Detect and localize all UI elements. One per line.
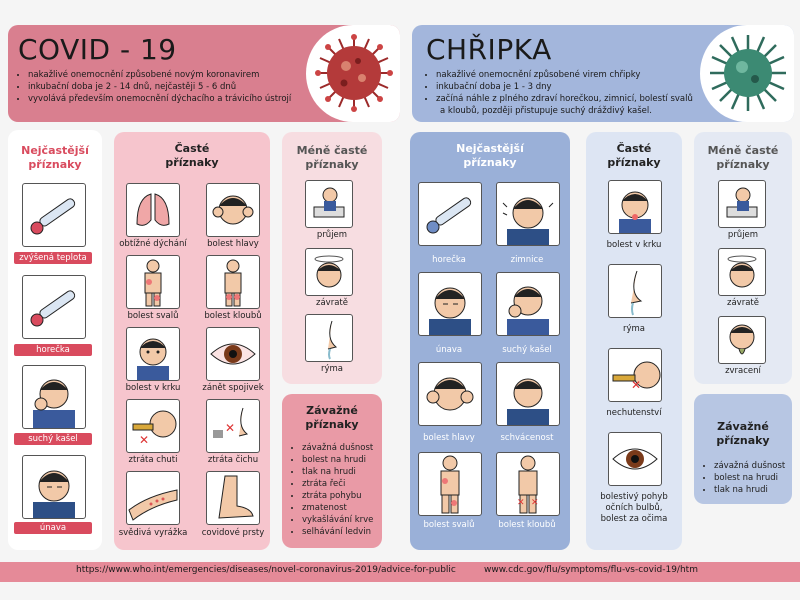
symptom-label: zvýšená teplota: [14, 252, 92, 264]
fatigue-icon: [419, 273, 481, 335]
symptom-label: závratě: [727, 298, 759, 308]
symptom-card: [608, 348, 662, 402]
covid-info-item: • inkubační doba je 2 - 14 dnů, nejčastěji 5 - 6 dnů: [28, 81, 291, 93]
svg-text:✕: ✕: [531, 498, 539, 508]
column-title-line: příznaky: [716, 158, 770, 171]
symptom-label: průjem: [316, 230, 348, 240]
cough-card: [22, 365, 86, 429]
symptom-label: bolest svalů: [423, 520, 475, 530]
serious-symptom-item: • bolest na hrudi: [302, 454, 373, 466]
symptom-card: [206, 327, 260, 381]
loss-of-smell-icon: [207, 400, 259, 452]
column-title-line: Časté: [616, 142, 652, 155]
symptom-card: [718, 180, 766, 228]
symptom-label: bolest kloubů: [204, 311, 262, 321]
loss-of-appetite-icon: [609, 349, 661, 401]
symptom-card: [718, 248, 766, 296]
covid-less-common-title: [282, 144, 382, 172]
chills-icon: [497, 183, 559, 245]
thermometer-card: [22, 183, 86, 247]
svg-text:✕: ✕: [517, 498, 525, 508]
column-title-line: Méně časté: [296, 144, 368, 157]
serious-symptom-item: • tlak na hrudi: [302, 466, 373, 478]
flu-info-item: • inkubační doba je 1 - 3 dny: [436, 81, 693, 93]
symptom-card: [126, 255, 180, 309]
symptom-label: bolest v krku: [125, 383, 181, 393]
symptom-label: svědivá vyrážka: [118, 528, 188, 538]
flu-info-item: a kloubů, později přistupuje suchý dráždivý kašel.: [440, 106, 652, 116]
symptom-label: ztráta chuti: [128, 455, 178, 465]
column-title-line: příznaky: [165, 156, 219, 169]
runny-nose-icon: [306, 315, 352, 361]
thermometer-icon: [419, 183, 481, 245]
runny-nose-icon: [609, 265, 661, 317]
serious-symptom-item: • selhávání ledvin: [302, 526, 373, 538]
symptom-label: ztráta čichu: [207, 455, 259, 465]
symptom-label: průjem: [727, 230, 759, 240]
covid-info-item: • nakažlivé onemocnění způsobené novým koronavirem: [28, 69, 291, 81]
svg-text:✕: ✕: [225, 421, 236, 435]
dizziness-icon: [306, 249, 352, 295]
symptom-label: bolest hlavy: [423, 433, 475, 443]
column-title-line: příznaky: [463, 156, 517, 169]
toilet-icon: [306, 181, 352, 227]
symptom-card: [126, 399, 180, 453]
covid-serious-column: [282, 394, 382, 548]
symptom-card: [418, 272, 482, 336]
symptom-label: covidové prsty: [201, 528, 265, 538]
svg-text:✕: ✕: [631, 378, 642, 392]
symptom-card: [305, 180, 353, 228]
column-title-line: Méně časté: [707, 144, 779, 157]
who-link[interactable]: https://www.who.int/emergencies/diseases/novel-coronavirus-2019/advice-for-public: [76, 565, 456, 575]
symptom-card: [126, 183, 180, 237]
tired-person-icon: [23, 456, 85, 518]
symptom-card: [418, 452, 482, 516]
headache-icon: [207, 184, 259, 236]
column-title-line: Nejčastější: [456, 142, 524, 155]
symptom-label: rýma: [320, 364, 343, 374]
thermometer-icon: [23, 184, 85, 246]
sore-throat-icon: [609, 181, 661, 233]
thermometer-icon: [23, 276, 85, 338]
symptom-card: [206, 183, 260, 237]
eye-pain-icon: [609, 433, 661, 485]
covid-common-title: [114, 142, 270, 170]
thermometer-card: [22, 275, 86, 339]
vomiting-icon: [719, 317, 765, 363]
lungs-icon: [127, 184, 179, 236]
symptom-label: horečka: [14, 344, 92, 356]
flu-header: [412, 25, 794, 122]
symptom-label: únava: [14, 522, 92, 534]
symptom-label: suchý kašel: [14, 433, 92, 445]
muscle-pain-icon: [127, 256, 179, 308]
covid-header: [8, 25, 400, 122]
serious-symptom-item: • tlak na hrudi: [714, 484, 785, 496]
covid-title: COVID - 19: [18, 33, 177, 66]
symptom-card: [418, 182, 482, 246]
symptom-card: [206, 255, 260, 309]
covid-most-common-title: [8, 144, 102, 172]
flu-serious-list: [702, 460, 785, 496]
covid-info-item: • vyvolává především onemocnění dýchacího a trávicího ústrojí: [28, 93, 291, 105]
serious-symptom-item: • zmatenost: [302, 502, 373, 514]
serious-symptom-item: • závažná dušnost: [714, 460, 785, 472]
symptom-card: [718, 316, 766, 364]
symptom-card: [496, 362, 560, 426]
column-title-line: příznaky: [607, 156, 661, 169]
headache-icon: [419, 363, 481, 425]
symptom-label: zvracení: [725, 366, 761, 376]
symptom-label: bolest v krku: [606, 240, 662, 250]
column-title-line: příznaky: [28, 158, 82, 171]
coughing-person-icon: [23, 366, 85, 428]
flu-info-item: • začíná náhle z plného zdraví horečkou, zimnicí, bolestí svalů: [436, 93, 693, 105]
column-title-line: Nejčastější: [21, 144, 89, 157]
symptom-card: [496, 272, 560, 336]
flu-common-title: [586, 142, 682, 170]
symptom-card: [305, 248, 353, 296]
red-eye-icon: [207, 328, 259, 380]
symptom-card: [305, 314, 353, 362]
symptom-label-line: bolest za očima: [600, 514, 668, 524]
symptom-label: rýma: [622, 324, 645, 334]
toilet-icon: [719, 181, 765, 227]
flu-info-list: [424, 69, 693, 117]
symptom-label-line: bolestivý pohyb: [600, 492, 668, 502]
symptom-label: suchý kašel: [502, 345, 552, 355]
flu-most-common-title: [410, 142, 570, 170]
symptom-card: [608, 264, 662, 318]
flu-serious-title: [694, 420, 792, 448]
dizziness-icon: [719, 249, 765, 295]
sore-throat-icon: [127, 328, 179, 380]
influenza-virus-icon: [708, 33, 788, 113]
symptom-card: [496, 182, 560, 246]
symptom-card: [126, 327, 180, 381]
symptom-label: bolest kloubů: [498, 520, 556, 530]
column-title-line: Závažné: [717, 420, 769, 433]
symptom-card: [126, 471, 180, 525]
symptom-card: [608, 180, 662, 234]
symptom-label: nechutenství: [606, 408, 662, 418]
flu-info-item: • nakažlivé onemocnění způsobené virem chřipky: [436, 69, 693, 81]
serious-symptom-item: • vykašlávání krve: [302, 514, 373, 526]
serious-symptom-item: • ztráta pohybu: [302, 490, 373, 502]
symptom-card: [418, 362, 482, 426]
serious-symptom-item: • bolest na hrudi: [714, 472, 785, 484]
symptom-label: únava: [435, 345, 463, 355]
symptom-card: [496, 452, 560, 516]
flu-serious-column: [694, 394, 792, 504]
symptom-label: bolest svalů: [127, 311, 179, 321]
covid-serious-list: [290, 442, 373, 538]
covid-serious-title: [282, 404, 382, 432]
serious-symptom-item: • závažná dušnost: [302, 442, 373, 454]
column-title-line: Časté: [174, 142, 210, 155]
column-title-line: příznaky: [305, 158, 359, 171]
itchy-rash-icon: [127, 472, 179, 524]
serious-symptom-item: • ztráta řeči: [302, 478, 373, 490]
loss-of-taste-icon: [127, 400, 179, 452]
symptom-card: [206, 471, 260, 525]
muscle-pain-icon: [419, 453, 481, 515]
flu-less-common-title: [694, 144, 792, 172]
joint-pain-icon: [207, 256, 259, 308]
column-title-line: příznaky: [716, 434, 770, 447]
dry-cough-icon: [497, 273, 559, 335]
symptom-label: obtížné dýchání: [119, 239, 187, 249]
fatigue-card: [22, 455, 86, 519]
symptom-label: zánět spojivek: [202, 383, 264, 393]
covid-toes-icon: [207, 472, 259, 524]
flu-title: CHŘIPKA: [426, 33, 552, 66]
symptom-card: [206, 399, 260, 453]
symptom-label: bolest hlavy: [207, 239, 259, 249]
coronavirus-icon: [314, 33, 394, 113]
exhaustion-icon: [497, 363, 559, 425]
symptom-label: schvácenost: [500, 433, 554, 443]
joint-pain-icon: [497, 453, 559, 515]
covid-info-list: [16, 69, 291, 105]
cdc-link[interactable]: www.cdc.gov/flu/symptoms/flu-vs-covid-19/htm: [484, 565, 698, 575]
symptom-card: [608, 432, 662, 486]
symptom-label: závratě: [316, 298, 348, 308]
symptom-label-multiline: [586, 492, 682, 525]
column-title-line: příznaky: [305, 418, 359, 431]
symptom-label: zimnice: [510, 255, 544, 265]
column-title-line: Závažné: [306, 404, 358, 417]
svg-text:✕: ✕: [139, 433, 150, 447]
symptom-label-line: očních bulbů,: [605, 503, 663, 513]
symptom-label: horečka: [432, 255, 466, 265]
